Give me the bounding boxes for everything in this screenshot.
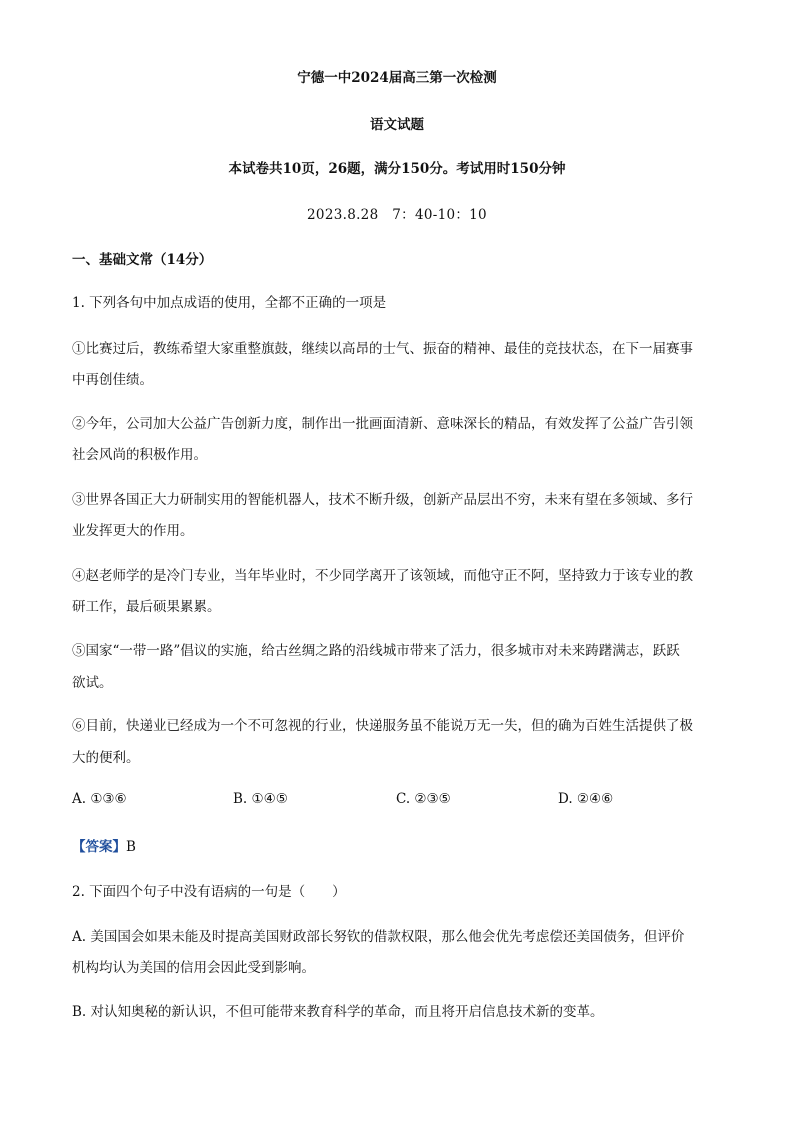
q1-item-2-line2: 社会风尚的积极作用。 xyxy=(72,447,207,463)
q1-option-a: A. ①③⑥ xyxy=(72,791,127,807)
q2-option-a-line2: 机构均认为美国的信用会因此受到影响。 xyxy=(72,960,315,976)
q1-option-d: D. ②④⑥ xyxy=(558,791,614,807)
q1-option-c: C. ②③⑤ xyxy=(396,791,451,807)
question-2-stem: 2. 下面四个句子中没有语病的一句是（ ） xyxy=(72,884,346,900)
q1-item-1-line2: 中再创佳绩。 xyxy=(72,372,153,388)
answer-tag: 【答案】 xyxy=(72,839,126,855)
q2-option-b: B. 对认知奥秘的新认识，不但可能带来教育科学的革命，而且将开启信息技术新的变革。 xyxy=(72,1004,604,1020)
q1-option-b: B. ①④⑤ xyxy=(233,791,288,807)
q1-item-3-line1: ③世界各国正大力研制实用的智能机器人，技术不断升级，创新产品层出不穷，未来有望在多领域、多行 xyxy=(72,492,693,508)
section-heading: 一、基础文常（14分） xyxy=(72,252,213,268)
q1-item-5-line2: 欲试。 xyxy=(72,675,113,691)
exam-info: 本试卷共10页，26题，满分150分。考试用时150分钟 xyxy=(228,161,566,177)
q1-item-6-line2: 大的便利。 xyxy=(72,750,140,766)
q1-item-6-line1: ⑥目前，快递业已经成为一个不可忽视的行业，快递服务虽不能说万无一失，但的确为百姓生活提供了极 xyxy=(72,718,693,734)
q1-answer xyxy=(72,835,722,855)
q2-option-a-line1: A. 美国国会如果未能及时提高美国财政部长努钦的借款权限，那么他会优先考虑偿还美国债务，但评价 xyxy=(72,929,685,945)
exam-subject: 语文试题 xyxy=(370,117,424,133)
q1-item-1-line1: ①比赛过后，教练希望大家重整旗鼓，继续以高昂的士气、振奋的精神、最佳的竞技状态，在下一届赛事 xyxy=(72,341,693,357)
question-1-stem: 1. 下列各句中加点成语的使用，全都不正确的一项是 xyxy=(72,295,387,311)
exam-title: 宁德一中2024届高三第一次检测 xyxy=(297,70,497,86)
q1-item-5-line1: ⑤国家“一带一路”倡议的实施，给古丝绸之路的沿线城市带来了活力，很多城市对未来踌躇满志，跃跃 xyxy=(72,643,680,659)
answer-value: B xyxy=(126,839,136,855)
q1-item-4-line2: 研工作，最后硕果累累。 xyxy=(72,599,221,615)
q1-item-4-line1: ④赵老师学的是冷门专业，当年毕业时，不少同学离开了该领域，而他守正不阿，坚持致力于该专业的教 xyxy=(72,568,693,584)
q1-item-3-line2: 业发挥更大的作用。 xyxy=(72,523,194,539)
exam-datetime: 2023.8.28 7：40-10：10 xyxy=(307,207,487,223)
q1-item-2-line1: ②今年，公司加大公益广告创新力度，制作出一批画面清新、意味深长的精品，有效发挥了公益广告引领 xyxy=(72,416,693,432)
